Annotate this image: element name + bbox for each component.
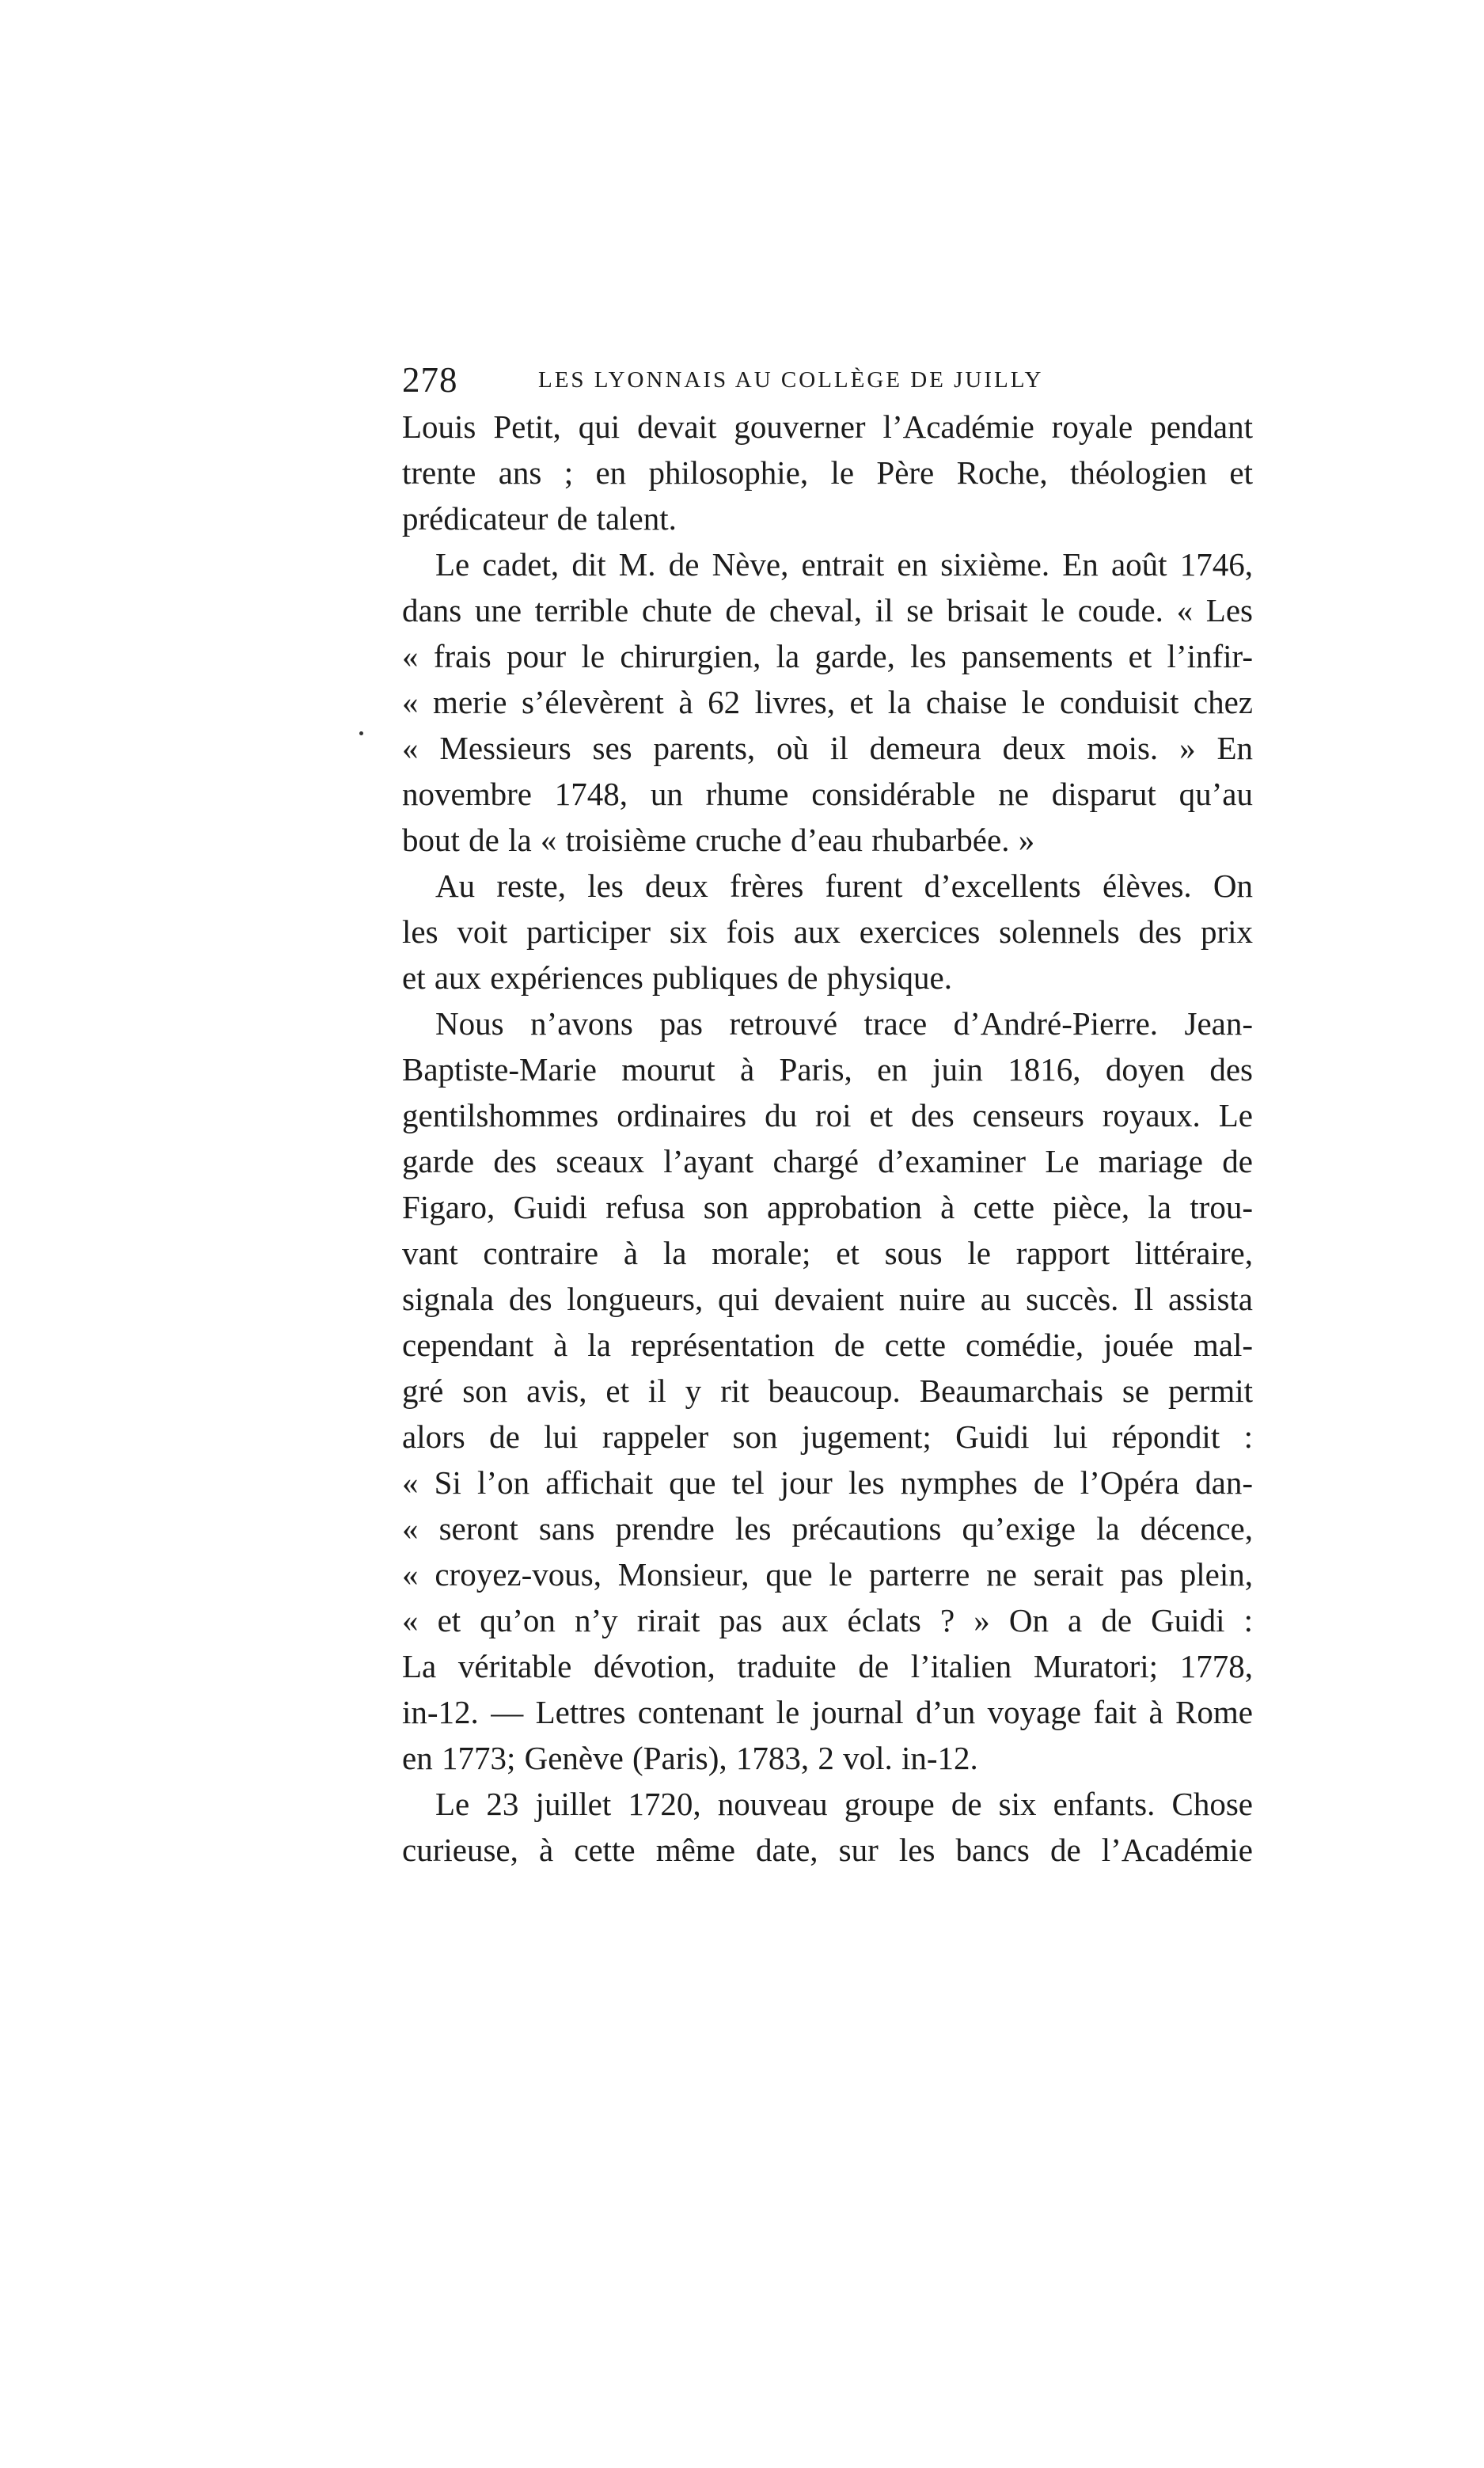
text-line: « Messieurs ses parents, où il demeura deux mois. » En: [402, 730, 1253, 766]
text-line: « merie s’élevèrent à 62 livres, et la chaise le conduisit chez: [402, 684, 1253, 720]
text-line: Louis Petit, qui devait gouverner l’Académie royale pendant: [402, 408, 1253, 445]
text-line: « Si l’on affichait que tel jour les nymphes de l’Opéra dan-: [402, 1464, 1253, 1501]
body-text: [402, 404, 1253, 1873]
margin-mark: [359, 731, 363, 735]
text-line: vant contraire à la morale; et sous le rapport littéraire,: [402, 1235, 1253, 1271]
text-line: cependant à la représentation de cette comédie, jouée mal-: [402, 1327, 1253, 1363]
text-line: gentilshommes ordinaires du roi et des censeurs royaux. Le: [402, 1097, 1253, 1133]
page-number: 278: [402, 360, 458, 400]
text-line: gré son avis, et il y rit beaucoup. Beaumarchais se permit: [402, 1373, 1253, 1409]
text-line: novembre 1748, un rhume considérable ne disparut qu’au: [402, 776, 1253, 812]
text-line: in-12. — Lettres contenant le journal d’un voyage fait à Rome: [402, 1694, 1253, 1730]
text-line: garde des sceaux l’ayant chargé d’examiner Le mariage de: [402, 1143, 1253, 1179]
text-line: les voit participer six fois aux exercices solennels des prix: [402, 913, 1253, 950]
text-line: curieuse, à cette même date, sur les bancs de l’Académie: [402, 1832, 1253, 1868]
text-line: Figaro, Guidi refusa son approbation à cette pièce, la trou-: [402, 1189, 1253, 1225]
running-head: [402, 356, 1253, 404]
running-title: LES LYONNAIS AU COLLÈGE DE JUILLY: [538, 367, 1044, 393]
text-line: Le 23 juillet 1720, nouveau groupe de six enfants. Chose: [435, 1786, 1253, 1822]
text-line: Au reste, les deux frères furent d’excellents élèves. On: [435, 868, 1253, 904]
text-line: Le cadet, dit M. de Nève, entrait en sixième. En août 1746,: [435, 546, 1253, 583]
text-line: « et qu’on n’y rirait pas aux éclats ? » On a de Guidi :: [402, 1602, 1253, 1638]
text-line: signala des longueurs, qui devaient nuire au succès. Il assista: [402, 1281, 1253, 1317]
text-line: prédicateur de talent.: [402, 500, 677, 537]
text-line: et aux expériences publiques de physique.: [402, 959, 952, 996]
text-line: « frais pour le chirurgien, la garde, les pansements et l’infir-: [402, 638, 1253, 674]
text-line: dans une terrible chute de cheval, il se brisait le coude. « Les: [402, 592, 1253, 628]
text-line: La véritable dévotion, traduite de l’italien Muratori; 1778,: [402, 1648, 1253, 1684]
text-line: « seront sans prendre les précautions qu’exige la décence,: [402, 1510, 1253, 1547]
text-line: bout de la « troisième cruche d’eau rhubarbée. »: [402, 822, 1035, 858]
text-line: alors de lui rappeler son jugement; Guidi lui répondit :: [402, 1418, 1253, 1455]
text-line: trente ans ; en philosophie, le Père Roche, théologien et: [402, 454, 1253, 491]
text-line: Baptiste-Marie mourut à Paris, en juin 1816, doyen des: [402, 1051, 1253, 1088]
text-line: « croyez-vous, Monsieur, que le parterre ne serait pas plein,: [402, 1556, 1253, 1593]
text-line: Nous n’avons pas retrouvé trace d’André-Pierre. Jean-: [435, 1005, 1253, 1042]
text-line: en 1773; Genève (Paris), 1783, 2 vol. in-12.: [402, 1740, 978, 1776]
